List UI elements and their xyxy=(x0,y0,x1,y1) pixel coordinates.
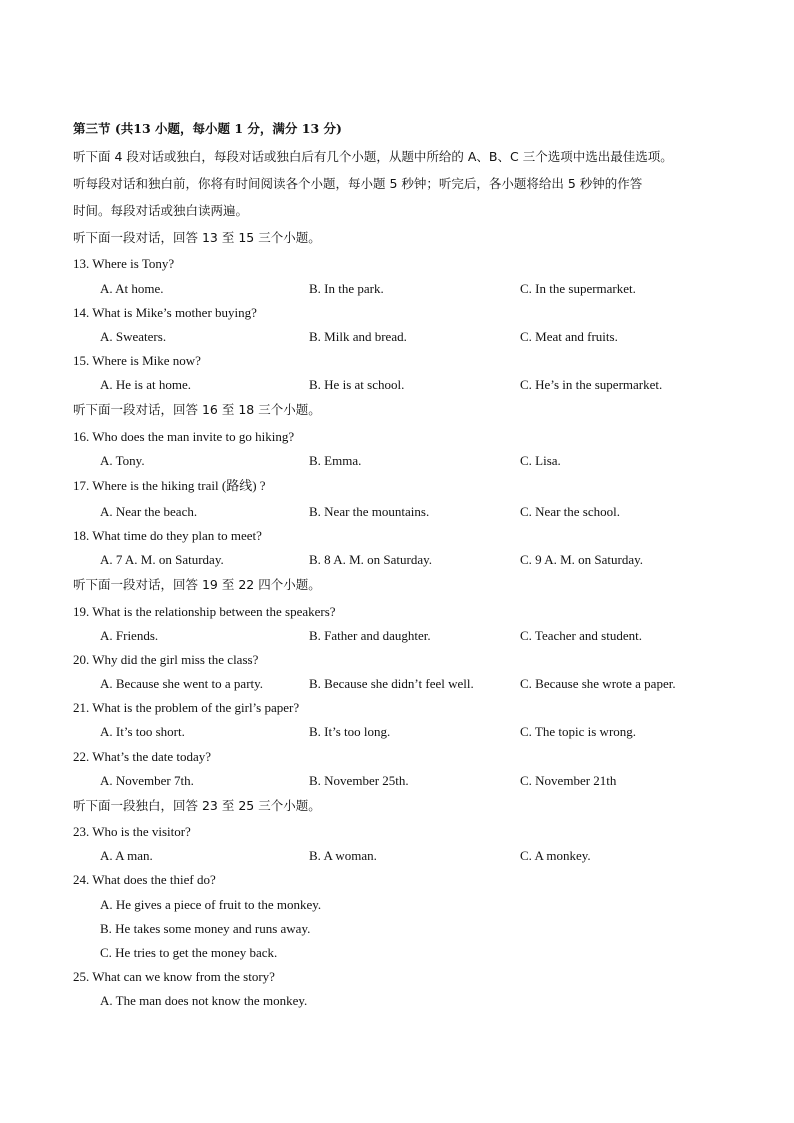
section-title: 第三节 (共13 小题，每小题 1 分，满分 13 分) xyxy=(73,121,342,136)
question-22: 22. What’s the date today? xyxy=(73,749,212,764)
question-23: 23. Who is the visitor? xyxy=(73,824,191,839)
option-15-b: B. He is at school. xyxy=(309,377,405,392)
question-15: 15. Where is Mike now? xyxy=(73,353,201,368)
option-14-b: B. Milk and bread. xyxy=(309,329,407,344)
option-15-a: A. He is at home. xyxy=(100,377,191,392)
question-21: 21. What is the problem of the girl’s paper? xyxy=(73,700,300,715)
option-23-c: C. A monkey. xyxy=(520,848,591,863)
question-18: 18. What time do they plan to meet? xyxy=(73,528,262,543)
option-17-c: C. Near the school. xyxy=(520,504,621,519)
option-18-a: A. 7 A. M. on Saturday. xyxy=(100,552,224,567)
option-19-a: A. Friends. xyxy=(100,628,159,643)
option-14-c: C. Meat and fruits. xyxy=(520,329,618,344)
option-13-c: C. In the supermarket. xyxy=(520,281,636,296)
question-25: 25. What can we know from the story? xyxy=(73,969,275,984)
question-19: 19. What is the relationship between the speakers? xyxy=(73,604,336,619)
question-13: 13. Where is Tony? xyxy=(73,256,175,271)
option-22-b: B. November 25th. xyxy=(309,773,409,788)
option-20-b: B. Because she didn’t feel well. xyxy=(309,676,474,691)
option-23-a: A. A man. xyxy=(100,848,153,863)
option-18-c: C. 9 A. M. on Saturday. xyxy=(520,552,644,567)
option-16-c: C. Lisa. xyxy=(520,453,561,468)
option-14-a: A. Sweaters. xyxy=(100,329,167,344)
option-16-b: B. Emma. xyxy=(309,453,362,468)
option-20-c: C. Because she wrote a paper. xyxy=(520,676,676,691)
option-22-c: C. November 21th xyxy=(520,773,617,788)
option-18-b: B. 8 A. M. on Saturday. xyxy=(309,552,433,567)
option-24-c: C. He tries to get the money back. xyxy=(100,945,278,960)
option-17-b: B. Near the mountains. xyxy=(309,504,430,519)
option-23-b: B. A woman. xyxy=(309,848,377,863)
option-24-b: B. He takes some money and runs away. xyxy=(100,921,311,936)
option-13-a: A. At home. xyxy=(100,281,164,296)
option-17-a: A. Near the beach. xyxy=(100,504,198,519)
question-20: 20. Why did the girl miss the class? xyxy=(73,652,259,667)
option-16-a: A. Tony. xyxy=(100,453,145,468)
option-20-a: A. Because she went to a party. xyxy=(100,676,264,691)
question-16: 16. Who does the man invite to go hiking? xyxy=(73,429,295,444)
question-24: 24. What does the thief do? xyxy=(73,872,216,887)
option-22-a: A. November 7th. xyxy=(100,773,194,788)
option-21-b: B. It’s too long. xyxy=(309,724,391,739)
instruction-line-2: 听每段对话和独白前，你将有时间阅读各个小题，每小题 5 秒钟；听完后，各小题将给出 5 秒钟的作答 xyxy=(73,176,643,191)
option-24-a: A. He gives a piece of fruit to the monkey. xyxy=(100,897,322,912)
option-21-c: C. The topic is wrong. xyxy=(520,724,637,739)
instruction-line-3: 时间。每段对话或独白读两遍。 xyxy=(73,203,249,218)
option-21-a: A. It’s too short. xyxy=(100,724,185,739)
question-17: 17. Where is the hiking trail (路线) ? xyxy=(73,478,266,493)
option-19-b: B. Father and daughter. xyxy=(309,628,431,643)
group-intro-2: 听下面一段对话，回答 16 至 18 三个小题。 xyxy=(73,402,321,417)
group-intro-3: 听下面一段对话，回答 19 至 22 四个小题。 xyxy=(73,577,321,592)
question-14: 14. What is Mike’s mother buying? xyxy=(73,305,257,320)
group-intro-1: 听下面一段对话，回答 13 至 15 三个小题。 xyxy=(73,230,321,245)
group-intro-4: 听下面一段独白，回答 23 至 25 三个小题。 xyxy=(73,798,321,813)
option-13-b: B. In the park. xyxy=(309,281,384,296)
option-25-a: A. The man does not know the monkey. xyxy=(100,993,308,1008)
instruction-line-1: 听下面 4 段对话或独白，每段对话或独白后有几个小题，从题中所给的 A、B、C 三个选项中选出最佳选项。 xyxy=(73,149,673,164)
option-19-c: C. Teacher and student. xyxy=(520,628,642,643)
option-15-c: C. He’s in the supermarket. xyxy=(520,377,663,392)
